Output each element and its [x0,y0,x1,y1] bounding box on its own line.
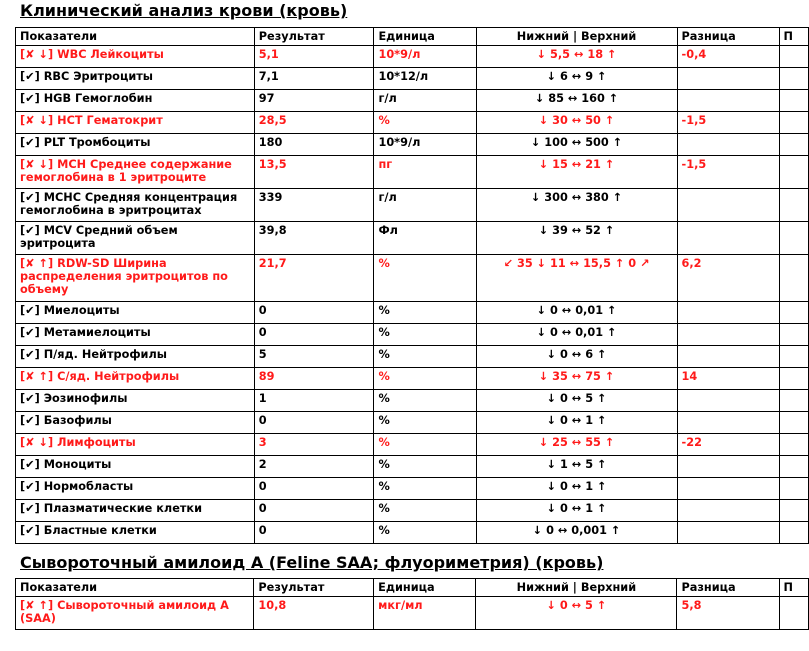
cell-difference [677,68,779,90]
table-row [16,302,809,324]
cell-difference [677,456,779,478]
cell-extra [779,412,808,434]
cell-extra [779,500,808,522]
cell-result: 89 [254,368,374,390]
cell-result: 0 [254,324,374,346]
cell-difference [677,522,779,544]
cell-parameter: [✔] PLT Тромбоциты [16,134,255,156]
cell-result: 0 [254,302,374,324]
cell-unit: % [374,478,476,500]
table-row [16,90,809,112]
table-row [16,255,809,302]
cell-reference-range: ↓ 1 ↔ 5 ↑ [476,456,677,478]
cell-reference-range: ↓ 30 ↔ 50 ↑ [476,112,677,134]
cell-reference-range: ↓ 0 ↔ 1 ↑ [476,478,677,500]
cell-reference-range: ↓ 5,5 ↔ 18 ↑ [476,46,677,68]
cell-result: 39,8 [254,222,374,255]
cell-parameter: [✔] Эозинофилы [16,390,255,412]
cell-extra [779,255,808,302]
cell-result: 10,8 [254,597,374,630]
cell-reference-range: ↓ 25 ↔ 55 ↑ [476,434,677,456]
cell-parameter: [✘ ↓] HCT Гематокрит [16,112,255,134]
cell-unit: г/л [374,90,476,112]
cell-reference-range: ↓ 0 ↔ 0,01 ↑ [476,302,677,324]
cell-result: 180 [254,134,374,156]
cell-parameter: [✔] Метамиелоциты [16,324,255,346]
cell-extra [779,324,808,346]
column-header-parameter: Показатели [16,579,254,597]
cell-result: 0 [254,522,374,544]
table-row [16,46,809,68]
cell-extra [779,522,808,544]
cell-unit: 10*12/л [374,68,476,90]
table-row [16,500,809,522]
cell-difference: 5,8 [677,597,779,630]
table-header-row [16,579,809,597]
cell-parameter: [✔] MCHC Средняя концентрация гемоглобина в эритроцитах [16,189,255,222]
cell-difference [677,90,779,112]
cell-unit: Фл [374,222,476,255]
cell-difference [677,134,779,156]
cell-parameter: [✔] Нормобласты [16,478,255,500]
cell-result: 7,1 [254,68,374,90]
cell-parameter: [✔] Бластные клетки [16,522,255,544]
cell-unit: 10*9/л [374,134,476,156]
cell-result: 339 [254,189,374,222]
cell-parameter: [✘ ↑] С/яд. Нейтрофилы [16,368,255,390]
column-header-result: Результат [254,579,374,597]
table-row [16,346,809,368]
cell-result: 3 [254,434,374,456]
cell-unit: мкг/мл [374,597,476,630]
cell-reference-range: ↓ 0 ↔ 5 ↑ [476,390,677,412]
cell-extra [779,302,808,324]
cell-difference [677,412,779,434]
cell-parameter: [✔] Миелоциты [16,302,255,324]
cell-difference [677,324,779,346]
cell-reference-range: ↓ 39 ↔ 52 ↑ [476,222,677,255]
column-header-difference: Разница [677,28,779,46]
cell-unit: пг [374,156,476,189]
column-header-extra: П [779,579,809,597]
cell-extra [779,434,808,456]
cell-reference-range: ↓ 0 ↔ 1 ↑ [476,412,677,434]
column-header-difference: Разница [677,579,779,597]
cell-reference-range: ↓ 0 ↔ 5 ↑ [476,597,677,630]
cell-difference: 14 [677,368,779,390]
cell-reference-range: ↓ 0 ↔ 1 ↑ [476,500,677,522]
table-row [16,522,809,544]
cell-parameter: [✘ ↓] MCH Среднее содержание гемоглобина в 1 эритроците [16,156,255,189]
cell-reference-range: ↓ 0 ↔ 0,01 ↑ [476,324,677,346]
cell-extra [779,156,808,189]
cell-result: 21,7 [254,255,374,302]
cell-unit: % [374,500,476,522]
cell-parameter: [✔] Плазматические клетки [16,500,255,522]
column-header-unit: Единица [374,28,476,46]
cell-difference [677,302,779,324]
cell-parameter: [✔] Базофилы [16,412,255,434]
cell-result: 5 [254,346,374,368]
cell-parameter: [✘ ↓] Лимфоциты [16,434,255,456]
cell-unit: % [374,390,476,412]
cell-extra [779,368,808,390]
table-row [16,134,809,156]
table-row [16,112,809,134]
column-header-extra: П [779,28,808,46]
table-row [16,68,809,90]
cell-unit: 10*9/л [374,46,476,68]
cell-difference [677,222,779,255]
cell-difference: -1,5 [677,112,779,134]
cell-parameter: [✔] RBC Эритроциты [16,68,255,90]
cell-extra [779,478,808,500]
column-header-range: Нижний | Верхний [476,28,677,46]
cell-difference [677,390,779,412]
cell-result: 5,1 [254,46,374,68]
cell-unit: % [374,522,476,544]
cell-difference: -1,5 [677,156,779,189]
cell-unit: % [374,368,476,390]
cell-reference-range: ↓ 100 ↔ 500 ↑ [476,134,677,156]
cell-result: 0 [254,500,374,522]
cell-reference-range: ↓ 35 ↔ 75 ↑ [476,368,677,390]
cell-reference-range: ↓ 6 ↔ 9 ↑ [476,68,677,90]
cbc-section-title: Клинический анализ крови (кровь) [20,1,348,20]
cell-reference-range: ↓ 15 ↔ 21 ↑ [476,156,677,189]
cell-extra [779,222,808,255]
cell-unit: % [374,456,476,478]
cell-difference: 6,2 [677,255,779,302]
cell-result: 28,5 [254,112,374,134]
cell-reference-range: ↓ 85 ↔ 160 ↑ [476,90,677,112]
cell-extra [779,390,808,412]
cell-parameter: [✔] Моноциты [16,456,255,478]
cell-unit: % [374,434,476,456]
column-header-unit: Единица [374,579,476,597]
cell-reference-range: ↓ 0 ↔ 0,001 ↑ [476,522,677,544]
cell-unit: % [374,302,476,324]
cell-reference-range: ↙ 35 ↓ 11 ↔ 15,5 ↑ 0 ↗ [476,255,677,302]
saa-section-title: Сывороточный амилоид А (Feline SAA; флуориметрия) (кровь) [20,553,604,572]
cell-difference [677,346,779,368]
cell-extra [779,189,808,222]
cell-difference: -0,4 [677,46,779,68]
cell-extra [779,134,808,156]
column-header-result: Результат [254,28,374,46]
cell-extra [779,90,808,112]
cell-extra [779,456,808,478]
table-row [16,434,809,456]
cell-parameter: [✔] П/яд. Нейтрофилы [16,346,255,368]
cell-result: 1 [254,390,374,412]
cell-unit: % [374,412,476,434]
cell-result: 13,5 [254,156,374,189]
cell-result: 0 [254,412,374,434]
table-row [16,597,809,630]
cell-extra [779,68,808,90]
table-row [16,478,809,500]
cell-parameter: [✘ ↑] RDW-SD Ширина распределения эритроцитов по объему [16,255,255,302]
table-row [16,368,809,390]
table-row [16,390,809,412]
table-header-row [16,28,809,46]
cell-extra [779,597,809,630]
cell-difference: -22 [677,434,779,456]
cell-difference [677,189,779,222]
cell-unit: г/л [374,189,476,222]
table-row [16,324,809,346]
cell-unit: % [374,346,476,368]
cell-extra [779,112,808,134]
cbc-table-body [16,46,809,544]
cell-difference [677,478,779,500]
cell-unit: % [374,112,476,134]
cell-parameter: [✘ ↓] WBC Лейкоциты [16,46,255,68]
saa-table-body [16,597,809,630]
cell-parameter: [✘ ↑] Сывороточный амилоид А (SAA) [16,597,254,630]
table-row [16,156,809,189]
cell-result: 0 [254,478,374,500]
cell-parameter: [✔] MCV Средний объем эритроцита [16,222,255,255]
cell-reference-range: ↓ 0 ↔ 6 ↑ [476,346,677,368]
cell-result: 97 [254,90,374,112]
table-row [16,222,809,255]
table-row [16,412,809,434]
cell-reference-range: ↓ 300 ↔ 380 ↑ [476,189,677,222]
cell-parameter: [✔] HGB Гемоглобин [16,90,255,112]
cell-extra [779,46,808,68]
saa-results-table [15,578,809,630]
cbc-results-table [15,27,809,544]
cell-result: 2 [254,456,374,478]
cell-extra [779,346,808,368]
table-row [16,456,809,478]
cell-unit: % [374,255,476,302]
column-header-parameter: Показатели [16,28,255,46]
table-row [16,189,809,222]
cell-difference [677,500,779,522]
cell-unit: % [374,324,476,346]
column-header-range: Нижний | Верхний [476,579,677,597]
